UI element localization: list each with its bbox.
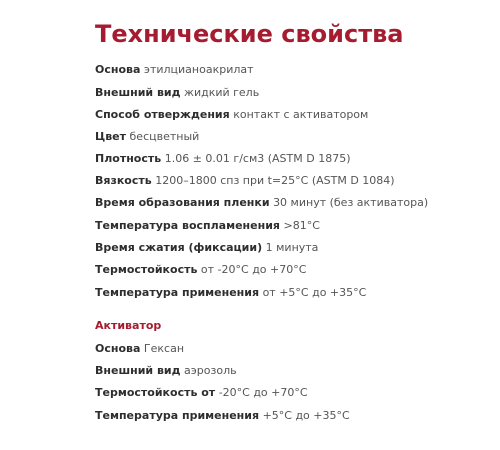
property-label: Термостойкость от [95, 386, 216, 399]
property-value: бесцветный [129, 130, 200, 143]
property-row-color [95, 129, 199, 145]
property-row-base [95, 62, 254, 78]
property-row-film-time [95, 195, 428, 211]
property-value: 1 минута [265, 241, 319, 254]
property-row-application-temperature [95, 285, 366, 301]
property-value: от +5°C до +35°C [262, 286, 367, 299]
property-value: аэрозоль [184, 364, 237, 377]
property-label: Термостойкость [95, 263, 198, 276]
property-value: +5°C до +35°C [262, 409, 350, 422]
property-value: контакт с активатором [233, 108, 369, 121]
property-value: 1200–1800 спз при t=25°C (ASTM D 1084) [155, 174, 395, 187]
activator-row-base [95, 341, 184, 357]
property-row-density [95, 151, 351, 167]
property-label: Основа [95, 342, 141, 355]
property-label: Время образования пленки [95, 196, 270, 209]
property-label: Температура воспламенения [95, 219, 280, 232]
property-label: Цвет [95, 130, 127, 143]
property-row-curing-method [95, 107, 368, 123]
property-label: Внешний вид [95, 86, 181, 99]
page-title: Технические свойства [95, 20, 404, 48]
property-row-fixation-time [95, 240, 318, 256]
activator-section-title: Активатор [95, 319, 162, 332]
property-value: жидкий гель [184, 86, 260, 99]
property-value: от -20°C до +70°C [200, 263, 307, 276]
property-row-heat-resistance [95, 262, 306, 278]
property-value: этилцианоакрилат [143, 63, 254, 76]
property-label: Время сжатия (фиксации) [95, 241, 263, 254]
property-value: >81°C [283, 219, 320, 232]
activator-row-heat-resistance [95, 385, 308, 401]
property-value: Гексан [143, 342, 185, 355]
property-row-viscosity [95, 173, 395, 189]
property-label: Температура применения [95, 409, 260, 422]
property-row-flash-point [95, 218, 320, 234]
property-label: Способ отверждения [95, 108, 230, 121]
activator-row-application-temperature [95, 408, 350, 424]
property-label: Плотность [95, 152, 162, 165]
property-value: -20°C до +70°C [218, 386, 308, 399]
activator-row-appearance [95, 363, 237, 379]
property-row-appearance [95, 85, 259, 101]
property-value: 30 минут (без активатора) [273, 196, 429, 209]
property-label: Вязкость [95, 174, 152, 187]
property-label: Температура применения [95, 286, 260, 299]
property-label: Внешний вид [95, 364, 181, 377]
property-label: Основа [95, 63, 141, 76]
property-value: 1.06 ± 0.01 г/см3 (ASTM D 1875) [164, 152, 351, 165]
